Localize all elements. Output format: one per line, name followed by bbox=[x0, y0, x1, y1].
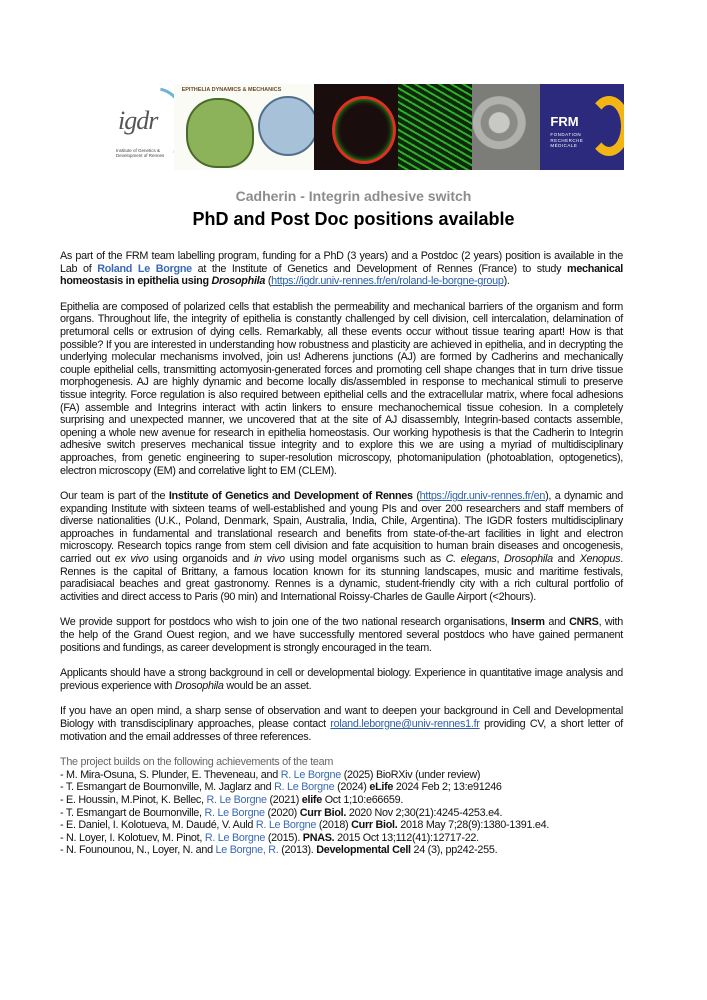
contact-paragraph: If you have an open mind, a sharp sense of observation and want to deepen your background in Cell and Developmental Biology with transdisciplinary approaches, please contact roland.leborgne@univ-rennes1.fr providing CV, a short letter of motivation and the email addresses of three references. bbox=[60, 705, 623, 743]
igdr-logo-caption: Institute of Genetics & Development of Rennes bbox=[116, 148, 165, 158]
references-section bbox=[60, 756, 623, 857]
page-subtitle: Cadherin - Integrin adhesive switch bbox=[235, 188, 472, 204]
frm-logo-mark bbox=[588, 96, 624, 156]
lab-url-link[interactable]: https://igdr.univ-rennes.fr/en/roland-le-borgne-group bbox=[271, 275, 504, 288]
intro-paragraph: As part of the FRM team labelling program, funding for a PhD (3 years) and a Postdoc (2 years) position is available in the Lab of Roland Le Borgne at the Institute of Genetics and Development of Rennes (France) to study mechanical homeostasis in epithelia using Drosophila (https://igdr.univ-rennes.fr/en/roland-le-borgne-group). bbox=[60, 250, 624, 288]
page-title: PhD and Post Doc positions available bbox=[192, 209, 515, 229]
frm-logo-caption: FONDATION RECHERCHE MÉDICALE bbox=[550, 132, 584, 148]
reference-item: - E. Houssin, M.Pinot, K. Bellec, R. Le Borgne (2021) elife Oct 1;10:e66659. bbox=[60, 793, 404, 806]
references-intro: The project builds on the following achievements of the team bbox=[60, 756, 334, 769]
reference-item: - E. Daniel, I. Kolotueva, M. Daudé, V. Auld R. Le Borgne (2018) Curr Biol. 2018 May 7;28(9):1380-1391.e4. bbox=[60, 819, 550, 832]
research-paragraph: Epithelia are composed of polarized cells that establish the permeability and mechanical barriers of the organism and form organs. Throughout life, the integrity of epithelia is constantly challenged by cell division, cell intercalation, delamination of pretumoral cells or extrusion of dying cells. Remarkably, all these events occur without tissue tearing apart! How is that possible? If you are interested in understanding how robustness and plasticity are achieved in epithelia, and in decrypting the underlying molecular mechanisms involved, join us! Adherens junctions (AJ) are formed by Cadherins and mechanically couple epithelial cells, transmitting actomyosin-generated forces and promoting cell shape changes that in turn drive tissue morphogenesis. AJ are highly dynamic and become locally dis/assembled in response to mechanical stimuli to preserve tissue integrity. Force regulation is also required between epithelial cells and the extracellular matrix, where focal adhesions (FA) assemble and Integrins interact with actin linkers to ensure mechanochemical tissue cohesion. In a completely surprising and unexpected manner, we uncovered that at the site of AJ disassembly, Integrin-based contacts assemble, opening a whole new avenue for research in epithelia homeostasis. Our working hypothesis is that the Cadherin to Integrin adhesive switch preserves mechanical tissue integrity and to explore this we are using a myriad of multidisciplinary approaches, from genetic engineering to super-resolution microscopy, photomanipulation (photoablation, optogenetics), electron microscopy (EM) and correlative light to EM (CLEM). bbox=[60, 300, 623, 477]
frm-logo-word: FRM bbox=[550, 114, 579, 129]
reference-item: - M. Mira-Osuna, S. Plunder, E. Theveneau, and R. Le Borgne (2025) BioRXiv (under review) bbox=[60, 768, 481, 781]
frm-logo bbox=[540, 84, 624, 170]
document-body bbox=[60, 250, 623, 857]
requirements-paragraph: Applicants should have a strong background in cell or developmental biology. Experience in quantitative image analysis and previous experience with Drosophila would be an asset. bbox=[60, 667, 623, 692]
reference-item: - T. Esmangart de Bournonville, R. Le Borgne (2020) Curr Biol. 2020 Nov 2;30(21):4245-4253.e4. bbox=[60, 806, 503, 819]
reference-item: - N. Founounou, N., Loyer, N. and Le Borgne, R. (2013). Developmental Cell 24 (3), pp242-255. bbox=[60, 844, 498, 857]
reference-item: - N. Loyer, I. Kolotuev, M. Pinot, R. Le Borgne (2015). PNAS. 2015 Oct 13;112(41):12717-22. bbox=[60, 831, 479, 844]
header-banner bbox=[112, 84, 624, 170]
support-paragraph: We provide support for postdocs who wish to join one of the two national research organisations, Inserm and CNRS, with the help of the Grand Ouest region, and we have successfully mentored several postdocs who have gained permanent positions and fundings, as career development is strongly encouraged in the team. bbox=[60, 616, 623, 654]
contact-email-link[interactable]: roland.leborgne@univ-rennes1.fr bbox=[330, 718, 480, 730]
cartoon-title: EPITHELIA DYNAMICS & MECHANICS bbox=[181, 87, 282, 93]
references-list bbox=[60, 769, 623, 857]
igdr-logo-word: igdr bbox=[118, 106, 158, 135]
epithelia-cartoon-image bbox=[174, 84, 315, 170]
fly-illustration bbox=[258, 96, 315, 156]
frog-illustration bbox=[186, 98, 254, 168]
institute-url-link[interactable]: https://igdr.univ-rennes.fr/en bbox=[419, 490, 546, 503]
fluorescence-micrograph-1 bbox=[314, 84, 398, 170]
institute-paragraph: Our team is part of the Institute of Genetics and Development of Rennes (https://igdr.univ-rennes.fr/en), a dynamic and expanding Institute with sixteen teams of well-established and young PIs and over 200 researchers and staff members of diverse nationalities (U.K., Poland, Denmark, Spain, Australia, India, Chile, Argentina). The IGDR fosters multidisciplinary approaches in fundamental and translational research and benefits from state-of-the-art facilities in light and electron microscopy. Research topics range from stem cell division and fate acquisition to human brain diseases and oncogenesis, carried out ex vivo using organoids and in vivo using model organisms such as C. elegans, Drosophila and Xenopus. Rennes is the capital of Brittany, a famous location known for its stunning landscapes, music and maritime festivals, paradisiacal beaches and great gastronomy. Rennes is a dynamic, student-friendly city with a rich cultural portfolio of activities and direct access to Paris (90 min) and International Roissy-Charles de Gaulle Airport (<2hours). bbox=[60, 490, 623, 603]
pi-name: Roland Le Borgne bbox=[97, 262, 192, 275]
igdr-logo bbox=[112, 84, 174, 170]
reference-item: - T. Esmangart de Bournonville, M. Jaglarz and R. Le Borgne (2024) eLife 2024 Feb 2; 13:e91246 bbox=[60, 781, 502, 794]
fluorescence-micrograph-2 bbox=[398, 84, 472, 170]
electron-micrograph bbox=[472, 84, 541, 170]
